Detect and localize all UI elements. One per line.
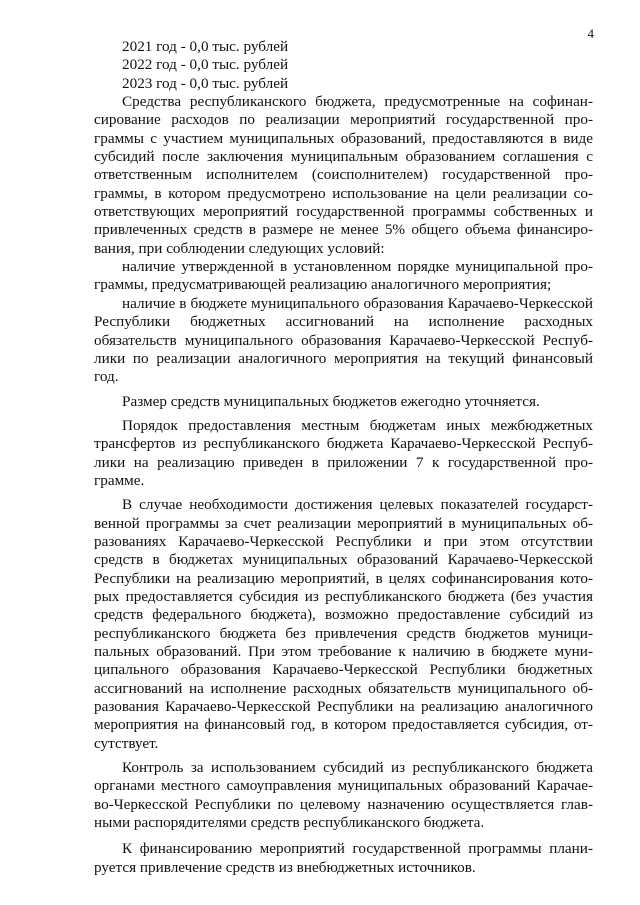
budget-line-2022: 2022 год - 0,0 тыс. рублей [122,56,289,74]
paragraph-extrabudgetary-funding: К финансированию мероприятий государственной программы планируется привлечение средств из внебюджетных источников. [94,840,593,876]
paragraph-condition-program: наличие утвержденной в установленном порядке муниципальной программы, предусматривающей реализацию аналогичного мероприятия; [94,258,593,294]
paragraph-subsidy-control: Контроль за использованием субсидий из республиканского бюджета органами местного самоуправления муниципальных образований Карачаево-Черкесской Республики по целевому назначению осуществляется главными распорядителями средств республиканского бюджета. [94,759,593,832]
paragraph-target-indicators: В случае необходимости достижения целевых показателей государственной программы за счет реализации мероприятий в муниципальных образованиях Карачаево-Черкесской Республики и при этом отсутствии средств в бюджетах муниципальных образований Карачаево-Черкесской Республики на реализацию мероприятий, в целях софинансирования которых предоставляется субсидия из республиканского бюджета (без участия средств федерального бюджета), возможно предоставление субсидий из республиканского бюджета без привлечения средств бюджетов муниципальных образований. При этом требование к наличию в бюджете муниципального образования Карачаево-Черкесской Республики бюджетных ассигнований на исполнение расходных обязательств муниципального образования Карачаево-Черкесской Республики на реализацию аналогичного мероприятия на финансовый год, в котором предоставляется субсидия, отсутствует. [94,496,593,752]
paragraph-subsidy-conditions: Средства республиканского бюджета, предусмотренные на софинансирование расходов по реализации мероприятий государственной программы с участием муниципальных образований, предоставляются в виде субсидий после заключения муниципальным образованием соглашения с ответственным исполнителем (соисполнителем) государственной программы, в котором предусмотрено использование на цели реализации соответствующих мероприятий государственной программы собственных и привлеченных средств в размере не менее 5% общего объема финансирования, при соблюдении следующих условий: [94,93,593,257]
budget-line-2023: 2023 год - 0,0 тыс. рублей [122,74,289,92]
paragraph-transfer-procedure: Порядок предоставления местным бюджетам иных межбюджетных трансфертов из республиканского бюджета Карачаево-Черкесской Республики на реализацию приведен в приложении 7 к государственной программе. [94,416,593,489]
page-number: 4 [587,26,594,41]
paragraph-condition-budget: наличие в бюджете муниципального образования Карачаево-Черкесской Республики бюджетных ассигнований на исполнение расходных обязательств муниципального образования Карачаево-Черкесской Республики по реализации аналогичного мероприятия на текущий финансовый год. [94,294,593,386]
paragraph-budget-refinement: Размер средств муниципальных бюджетов ежегодно уточняется. [122,392,540,410]
budget-line-2021: 2021 год - 0,0 тыс. рублей [122,38,289,55]
document-body [94,38,593,877]
